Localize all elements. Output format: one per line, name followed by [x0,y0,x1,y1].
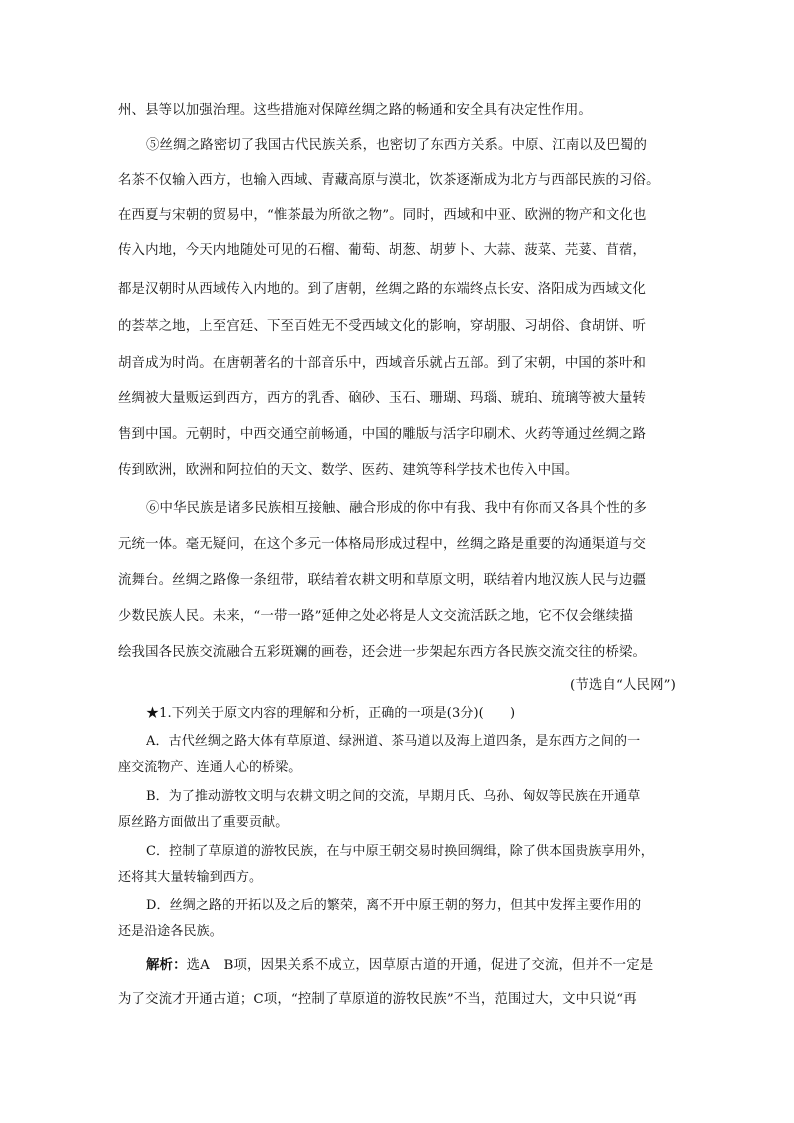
option-b-line-2: 原丝路方面做出了重要贡献。 [118,815,289,830]
para4-line-1: 州、县等以加强治理。这些措施对保障丝绸之路的畅通和安全具有决定性作用。 [118,103,592,118]
para5-line-2: 名茶不仅输入西方，也输入西域、青藏高原与漠北，饮茶逐渐成为北方与西部民族的习俗。 [118,173,660,188]
option-a-line-2: 座交流物产、连通人心的桥梁。 [118,760,302,775]
para5-line-4: 传入内地，今天内地随处可见的石榴、葡萄、胡葱、胡萝卜、大蒜、菠菜、芫荽、苜蓿， [118,243,647,258]
para5-line-1: ⑤丝绸之路密切了我国古代民族关系，也密切了东西方关系。中原、江南以及巴蜀的 [146,138,648,153]
option-a-line-1: A．古代丝绸之路大体有草原道、绿洲道、茶马道以及海上道四条，是东西方之间的一 [146,734,641,749]
analysis-line-2: 为了交流才开通古道；C项，“控制了草原道的游牧民族”不当，范围过大，文中只说“再 [118,992,637,1007]
question-stem: ★1.下列关于原文内容的理解和分析，正确的一项是(3分)( ) [146,706,516,721]
analysis-label: 解析： [146,957,187,973]
option-c-line-2: 还将其大量转输到西方。 [118,870,263,885]
para5-line-10: 传到欧洲，欧洲和阿拉伯的天文、数学、医药、建筑等科学技术也传入中国。 [118,463,579,478]
analysis-line-1 [146,955,676,976]
source-note: (节选自“人民网”) [570,678,676,693]
para5-line-8: 丝绸被大量贩运到西方，西方的乳香、硇砂、玉石、珊瑚、玛瑙、琥珀、琉璃等被大量转 [118,391,647,406]
para5-line-3: 在西夏与宋朝的贸易中，“惟茶最为所欲之物”。同时，西域和中亚、欧洲的物产和文化也 [118,208,647,223]
para5-line-6: 的荟萃之地，上至宫廷、下至百姓无不受西域文化的影响，穿胡服、习胡俗、食胡饼、听 [118,319,647,334]
para5-line-9: 售到中国。元朝时，中西交通空前畅通，中国的雕版与活字印刷术、火药等通过丝绸之路 [118,427,647,442]
para6-line-3: 流舞台。丝绸之路像一条纽带，联结着农耕文明和草原文明，联结着内地汉族人民与边疆 [118,573,647,588]
para6-line-5: 绘我国各民族交流融合五彩斑斓的画卷，还会进一步架起东西方各民族交流交往的桥梁。 [118,645,647,660]
option-d-line-2: 还是沿途各民族。 [118,924,223,939]
option-b-line-1: B．为了推动游牧文明与农耕文明之间的交流，早期月氏、乌孙、匈奴等民族在开通草 [146,789,641,804]
option-c-line-1: C．控制了草原道的游牧民族，在与中原王朝交易时换回绸缉，除了供本国贵族享用外， [146,844,654,859]
para6-line-1: ⑥中华民族是诸多民族相互接触、融合形成的你中有我、我中有你而又各具个性的多 [146,501,648,516]
para6-line-2: 元统一体。毫无疑问，在这个多元一体格局形成过程中，丝绸之路是重要的沟通渠道与交 [118,537,647,552]
para5-line-7: 胡音成为时尚。在唐朝著名的十部音乐中，西域音乐就占五部。到了宋朝，中国的茶叶和 [118,356,647,371]
analysis-text-1: 选A B项，因果关系不成立，因草原古道的开通，促进了交流，但并不一定是 [186,958,654,973]
option-d-line-1: D．丝绸之路的开拓以及之后的繁荣，离不开中原王朝的努力，但其中发挥主要作用的 [146,898,642,913]
para5-line-5: 都是汉朝时从西域传入内地的。到了唐朝，丝绸之路的东端终点长安、洛阳成为西域文化 [118,282,647,297]
para6-line-4: 少数民族人民。未来，“一带一路”延伸之处必将是人文交流活跃之地，它不仅会继续描 [118,609,633,624]
